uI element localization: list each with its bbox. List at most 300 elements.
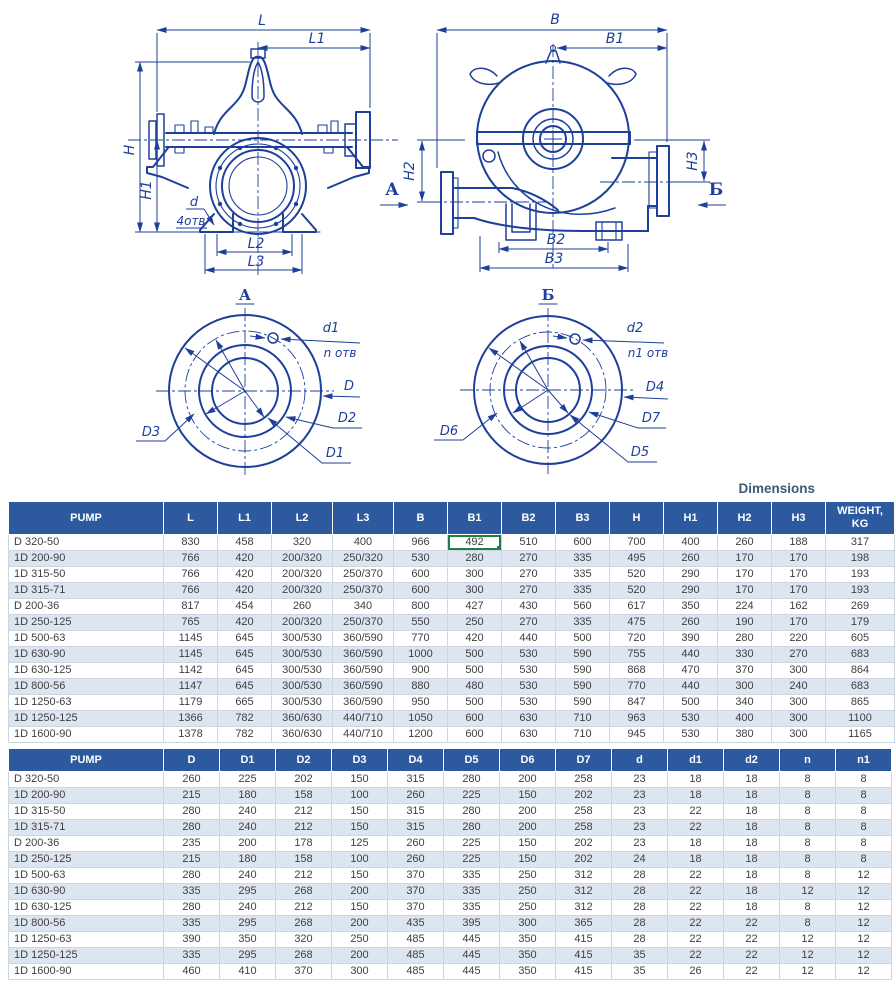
dimension-value-cell: 18	[668, 772, 724, 788]
header-row	[9, 502, 895, 535]
dimension-value-cell: 360/590	[333, 647, 394, 663]
dim-label-D2: D2	[337, 411, 357, 426]
column-header-b1: B1	[448, 502, 502, 535]
dimension-value-cell: 268	[276, 916, 332, 932]
dimension-value-cell: 360/590	[333, 631, 394, 647]
dimension-value-cell: 22	[668, 900, 724, 916]
dimension-value-cell: 212	[276, 868, 332, 884]
dimension-value-cell: 162	[772, 599, 826, 615]
dimension-value-cell: 1147	[164, 679, 218, 695]
dimension-value-cell: 8	[780, 916, 836, 932]
dimension-value-cell: 335	[556, 567, 610, 583]
dimension-value-cell: 645	[218, 647, 272, 663]
dim-label-D6: D6	[439, 424, 459, 439]
dimension-value-cell: 200	[332, 948, 388, 964]
dimension-value-cell: 12	[780, 932, 836, 948]
dimension-value-cell: 1378	[164, 727, 218, 743]
pump-model-cell: 1D 630-125	[9, 900, 164, 916]
dimension-value-cell: 28	[612, 932, 668, 948]
dim-label-H1: H1	[139, 180, 155, 200]
dimension-value-cell: 295	[220, 884, 276, 900]
dimension-value-cell: 1100	[826, 711, 895, 727]
dimension-value-cell: 180	[220, 852, 276, 868]
dimension-value-cell: 12	[780, 964, 836, 980]
dimension-value-cell: 280	[448, 551, 502, 567]
dimension-value-cell: 200	[332, 884, 388, 900]
dimension-value-cell: 280	[444, 804, 500, 820]
column-header-d3: D3	[332, 749, 388, 772]
table-row	[9, 679, 895, 695]
column-header-d2: D2	[276, 749, 332, 772]
dimension-value-cell: 290	[664, 567, 718, 583]
dimension-value-cell: 260	[388, 788, 444, 804]
dimension-value-cell: 485	[388, 932, 444, 948]
dimension-value-cell: 22	[668, 868, 724, 884]
dimension-value-cell: 312	[556, 868, 612, 884]
dimension-value-cell: 963	[610, 711, 664, 727]
dimension-value-cell: 600	[394, 567, 448, 583]
dimension-value-cell: 458	[218, 535, 272, 551]
dimension-value-cell: 22	[668, 916, 724, 932]
dimension-value-cell: 12	[836, 884, 892, 900]
dimension-value-cell: 270	[772, 647, 826, 663]
dimension-value-cell: 360/630	[272, 727, 333, 743]
dimension-value-cell: 22	[724, 964, 780, 980]
dimensions-heading: Dimensions	[738, 481, 815, 496]
dimension-value-cell: 300/530	[272, 647, 333, 663]
dimension-value-cell: 150	[332, 804, 388, 820]
pump-model-cell: 1D 630-125	[9, 663, 164, 679]
dimension-value-cell: 770	[610, 679, 664, 695]
dimension-value-cell: 312	[556, 884, 612, 900]
dimension-value-cell: 8	[780, 900, 836, 916]
dimension-value-cell: 500	[448, 647, 502, 663]
dimension-value-cell: 370	[388, 900, 444, 916]
dimension-value-cell: 8	[836, 852, 892, 868]
dimension-value-cell: 440	[502, 631, 556, 647]
dimension-value-cell: 420	[218, 551, 272, 567]
dim-label-H3: H3	[685, 151, 701, 171]
dimension-value-cell: 440	[664, 647, 718, 663]
dimension-value-cell: 335	[556, 583, 610, 599]
dimension-value-cell: 415	[556, 948, 612, 964]
column-header-l3: L3	[333, 502, 394, 535]
dim-label-D: D	[343, 379, 355, 394]
dimension-value-cell: 1050	[394, 711, 448, 727]
dimension-value-cell: 410	[220, 964, 276, 980]
column-header-d6: D6	[500, 749, 556, 772]
dimension-value-cell: 300	[332, 964, 388, 980]
dimension-value-cell: 190	[718, 615, 772, 631]
dimension-value-cell: 260	[272, 599, 333, 615]
dimension-value-cell: 35	[612, 964, 668, 980]
pump-model-cell: D 320-50	[9, 772, 164, 788]
dim-label-D1: D1	[325, 446, 345, 461]
dimension-value-cell: 28	[612, 868, 668, 884]
dimension-value-cell: 590	[556, 663, 610, 679]
dimension-value-cell: 280	[444, 820, 500, 836]
dimension-value-cell: 12	[836, 900, 892, 916]
dimension-value-cell: 260	[664, 551, 718, 567]
dimension-value-cell: 300	[772, 663, 826, 679]
dimension-value-cell: 1200	[394, 727, 448, 743]
dimension-value-cell: 22	[668, 820, 724, 836]
dimension-value-cell: 200	[500, 820, 556, 836]
dimension-value-cell: 200	[220, 836, 276, 852]
pump-model-cell: 1D 1600-90	[9, 964, 164, 980]
dimension-value-cell: 280	[164, 868, 220, 884]
dimension-value-cell: 300	[500, 916, 556, 932]
dimension-value-cell: 179	[826, 615, 895, 631]
dimension-value-cell: 782	[218, 727, 272, 743]
dimension-value-cell: 200	[332, 916, 388, 932]
table-row	[9, 711, 895, 727]
dimension-value-cell: 212	[276, 804, 332, 820]
dimension-value-cell: 258	[556, 820, 612, 836]
flange-view-a	[136, 286, 362, 476]
dimension-value-cell: 335	[444, 868, 500, 884]
dimension-value-cell: 530	[664, 711, 718, 727]
dimension-value-cell: 475	[610, 615, 664, 631]
dimension-value-cell: 360/590	[333, 663, 394, 679]
pump-model-cell: 1D 800-56	[9, 916, 164, 932]
pump-model-cell: 1D 1250-125	[9, 948, 164, 964]
dimension-value-cell: 300/530	[272, 679, 333, 695]
dimension-value-cell: 495	[610, 551, 664, 567]
dimension-value-cell: 200/320	[272, 567, 333, 583]
dimension-value-cell: 817	[164, 599, 218, 615]
dimension-value-cell: 1145	[164, 647, 218, 663]
dimension-value-cell: 150	[332, 820, 388, 836]
dimension-value-cell: 220	[772, 631, 826, 647]
dimension-value-cell: 200	[500, 804, 556, 820]
dimension-value-cell: 500	[556, 631, 610, 647]
dimension-value-cell: 224	[718, 599, 772, 615]
table-row	[9, 772, 892, 788]
holes-label-n-otv: n отв	[323, 346, 357, 360]
column-header-weight-kg: WEIGHT, KG	[826, 502, 895, 535]
dimension-value-cell: 530	[502, 695, 556, 711]
dimension-value-cell: 454	[218, 599, 272, 615]
dimension-value-cell: 360/630	[272, 711, 333, 727]
pump-model-cell: D 200-36	[9, 599, 164, 615]
dimension-value-cell: 530	[394, 551, 448, 567]
dimension-value-cell: 600	[448, 711, 502, 727]
pump-model-cell: 1D 500-63	[9, 631, 164, 647]
dimension-value-cell: 295	[220, 916, 276, 932]
dimension-value-cell: 550	[394, 615, 448, 631]
dimension-value-cell: 420	[218, 567, 272, 583]
dimension-value-cell: 268	[276, 948, 332, 964]
dimension-value-cell: 864	[826, 663, 895, 679]
dimension-value-cell: 350	[664, 599, 718, 615]
column-header-d4: D4	[388, 749, 444, 772]
dimension-value-cell: 315	[388, 804, 444, 820]
dimension-value-cell: 8	[780, 868, 836, 884]
pump-model-cell: 1D 1250-63	[9, 695, 164, 711]
dimension-value-cell: 335	[164, 884, 220, 900]
dimension-value-cell: 400	[718, 711, 772, 727]
dimension-value-cell: 435	[388, 916, 444, 932]
dimension-value-cell: 350	[500, 932, 556, 948]
dimension-value-cell: 225	[444, 788, 500, 804]
dimension-value-cell: 18	[724, 868, 780, 884]
dimension-value-cell: 8	[780, 804, 836, 820]
dimension-value-cell: 617	[610, 599, 664, 615]
dimension-value-cell: 22	[668, 884, 724, 900]
dimension-value-cell: 290	[664, 583, 718, 599]
dimension-value-cell: 520	[610, 567, 664, 583]
pump-front-view	[380, 12, 726, 272]
dimension-value-cell: 240	[220, 820, 276, 836]
dimension-value-cell: 200	[500, 772, 556, 788]
dimension-value-cell: 240	[220, 900, 276, 916]
dim-label-H: H	[122, 144, 138, 156]
dimension-value-cell: 1000	[394, 647, 448, 663]
dim-label-d2: d2	[626, 321, 644, 336]
pump-model-cell: 1D 315-50	[9, 804, 164, 820]
table-row	[9, 695, 895, 711]
dimension-value-cell: 215	[164, 788, 220, 804]
column-header-d1: d1	[668, 749, 724, 772]
dimension-value-cell: 268	[276, 884, 332, 900]
dimension-value-cell: 420	[448, 631, 502, 647]
dimension-value-cell: 645	[218, 679, 272, 695]
dim-label-d: d	[189, 195, 199, 210]
dimension-value-cell: 170	[718, 551, 772, 567]
dimension-value-cell: 445	[444, 964, 500, 980]
dimension-value-cell: 12	[836, 948, 892, 964]
dimension-value-cell: 782	[218, 711, 272, 727]
dim-label-D7: D7	[641, 411, 661, 426]
dimension-value-cell: 312	[556, 900, 612, 916]
dimension-value-cell: 212	[276, 820, 332, 836]
table-row	[9, 932, 892, 948]
dimension-value-cell: 370	[276, 964, 332, 980]
dimension-value-cell: 23	[612, 804, 668, 820]
dimension-value-cell: 415	[556, 964, 612, 980]
dimension-value-cell: 400	[333, 535, 394, 551]
flange-b-title: Б	[541, 286, 555, 304]
dimension-value-cell: 158	[276, 788, 332, 804]
dimension-value-cell: 12	[836, 932, 892, 948]
dimension-value-cell: 530	[664, 727, 718, 743]
dimension-value-cell: 700	[610, 535, 664, 551]
dim-label-L2: L2	[247, 236, 265, 252]
dimension-value-cell: 683	[826, 647, 895, 663]
dimension-value-cell: 170	[772, 583, 826, 599]
column-header-h2: H2	[718, 502, 772, 535]
dimension-value-cell: 645	[218, 663, 272, 679]
dimension-value-cell: 260	[388, 852, 444, 868]
dimension-value-cell: 18	[724, 900, 780, 916]
dimension-value-cell: 225	[444, 852, 500, 868]
dimension-value-cell: 966	[394, 535, 448, 551]
dimension-value-cell: 765	[164, 615, 218, 631]
dimension-value-cell: 460	[164, 964, 220, 980]
pump-model-cell: 1D 630-90	[9, 884, 164, 900]
dimension-value-cell: 280	[444, 772, 500, 788]
dimension-value-cell: 260	[164, 772, 220, 788]
dimension-value-cell: 170	[772, 615, 826, 631]
pump-model-cell: 1D 800-56	[9, 679, 164, 695]
dimension-value-cell: 8	[836, 788, 892, 804]
dimension-value-cell: 170	[772, 567, 826, 583]
dimension-value-cell: 605	[826, 631, 895, 647]
dimension-value-cell: 250	[500, 868, 556, 884]
dim-label-H2: H2	[402, 161, 418, 181]
dimension-value-cell: 315	[388, 772, 444, 788]
table-row	[9, 852, 892, 868]
dimension-value-cell: 945	[610, 727, 664, 743]
dimension-value-cell: 250	[448, 615, 502, 631]
dimension-value-cell: 335	[556, 551, 610, 567]
table-row	[9, 535, 895, 551]
table-row	[9, 583, 895, 599]
dimension-value-cell: 300	[448, 583, 502, 599]
column-header-h: H	[610, 502, 664, 535]
pump-model-cell: 1D 315-71	[9, 820, 164, 836]
dimension-value-cell: 200/320	[272, 583, 333, 599]
dimensions-table-diameters	[8, 748, 892, 980]
dimension-value-cell: 250/320	[333, 551, 394, 567]
dimension-value-cell: 280	[164, 900, 220, 916]
column-header-l2: L2	[272, 502, 333, 535]
dimension-value-cell: 665	[218, 695, 272, 711]
dimension-value-cell: 12	[836, 916, 892, 932]
column-header-l: L	[164, 502, 218, 535]
dimension-value-cell: 420	[218, 583, 272, 599]
dimension-value-cell: 18	[668, 852, 724, 868]
dimension-value-cell: 315	[388, 820, 444, 836]
table-row	[9, 964, 892, 980]
dimension-value-cell: 300	[448, 567, 502, 583]
dimension-value-cell: 240	[220, 804, 276, 820]
dimension-value-cell: 28	[612, 884, 668, 900]
table-row	[9, 567, 895, 583]
dimension-value-cell: 590	[556, 647, 610, 663]
dimension-value-cell: 370	[388, 868, 444, 884]
dimensions-table-lengths	[8, 501, 895, 743]
dimension-value-cell: 12	[780, 884, 836, 900]
table-row	[9, 804, 892, 820]
dim-label-L3: L3	[247, 254, 265, 270]
dimension-value-cell: 235	[164, 836, 220, 852]
dimension-value-cell: 198	[826, 551, 895, 567]
dimension-value-cell: 270	[502, 583, 556, 599]
dimension-value-cell: 26	[668, 964, 724, 980]
dimension-value-cell: 1366	[164, 711, 218, 727]
dimension-value-cell: 180	[220, 788, 276, 804]
dimension-value-cell: 193	[826, 583, 895, 599]
dimension-value-cell: 150	[500, 788, 556, 804]
pump-model-cell: 1D 1600-90	[9, 727, 164, 743]
table-row	[9, 868, 892, 884]
dimension-value-cell: 100	[332, 788, 388, 804]
dimension-value-cell: 770	[394, 631, 448, 647]
dimension-value-cell: 800	[394, 599, 448, 615]
dimension-value-cell: 150	[500, 852, 556, 868]
dimension-value-cell: 12	[836, 964, 892, 980]
dimension-value-cell: 18	[724, 804, 780, 820]
dimension-value-cell: 420	[218, 615, 272, 631]
dimension-value-cell: 630	[502, 711, 556, 727]
dimension-value-cell: 500	[664, 695, 718, 711]
dimension-value-cell: 630	[502, 727, 556, 743]
dimension-value-cell: 485	[388, 964, 444, 980]
dimension-value-cell: 22	[724, 916, 780, 932]
dimension-value-cell: 280	[718, 631, 772, 647]
dimension-value-cell: 350	[500, 964, 556, 980]
dimension-value-cell: 18	[668, 836, 724, 852]
dimension-value-cell: 8	[780, 772, 836, 788]
dimension-value-cell: 178	[276, 836, 332, 852]
dimension-value-cell: 18	[724, 820, 780, 836]
dimension-value-cell: 335	[164, 916, 220, 932]
pump-model-cell: 1D 250-125	[9, 615, 164, 631]
pump-side-view	[122, 13, 398, 276]
dimension-value-cell: 150	[500, 836, 556, 852]
column-header-l1: L1	[218, 502, 272, 535]
dim-label-B: B	[550, 12, 560, 28]
table-row	[9, 551, 895, 567]
table-row	[9, 884, 892, 900]
dimension-value-cell: 258	[556, 804, 612, 820]
dimension-value-cell: 8	[780, 852, 836, 868]
flange-view-b	[434, 286, 668, 474]
table-row	[9, 599, 895, 615]
dimension-value-cell: 560	[556, 599, 610, 615]
dimension-value-cell: 427	[448, 599, 502, 615]
dimension-value-cell: 317	[826, 535, 895, 551]
dimension-value-cell: 250/370	[333, 567, 394, 583]
dimension-value-cell: 8	[836, 836, 892, 852]
dimension-value-cell: 900	[394, 663, 448, 679]
dimension-value-cell: 440/710	[333, 727, 394, 743]
dimension-value-cell: 250/370	[333, 583, 394, 599]
dimension-value-cell: 766	[164, 583, 218, 599]
dimension-value-cell: 360/590	[333, 695, 394, 711]
dim-label-B1: B1	[605, 31, 625, 47]
dimension-value-cell: 1165	[826, 727, 895, 743]
dimension-value-cell: 295	[220, 948, 276, 964]
dimension-value-cell: 18	[724, 836, 780, 852]
dimension-value-cell: 35	[612, 948, 668, 964]
column-header-d: D	[164, 749, 220, 772]
dimension-value-cell: 300/530	[272, 695, 333, 711]
dimension-value-cell: 400	[664, 535, 718, 551]
dimension-value-cell: 12	[780, 948, 836, 964]
dimension-value-cell: 260	[718, 535, 772, 551]
dimension-value-cell: 8	[836, 804, 892, 820]
dimension-value-cell: 300	[772, 727, 826, 743]
dimension-value-cell: 950	[394, 695, 448, 711]
dimension-value-cell: 430	[502, 599, 556, 615]
dimension-value-cell: 260	[664, 615, 718, 631]
dimension-value-cell: 530	[502, 679, 556, 695]
dimension-value-cell: 12	[836, 868, 892, 884]
dimension-value-cell: 22	[668, 804, 724, 820]
dimension-value-cell: 320	[276, 932, 332, 948]
table-row	[9, 900, 892, 916]
column-header-n: n	[780, 749, 836, 772]
pump-technical-drawing	[0, 0, 835, 480]
dim-label-d1: d1	[322, 321, 340, 336]
dimension-value-cell: 600	[448, 727, 502, 743]
dimension-value-cell: 8	[780, 788, 836, 804]
dimension-value-cell: 22	[668, 948, 724, 964]
dimension-value-cell: 710	[556, 727, 610, 743]
